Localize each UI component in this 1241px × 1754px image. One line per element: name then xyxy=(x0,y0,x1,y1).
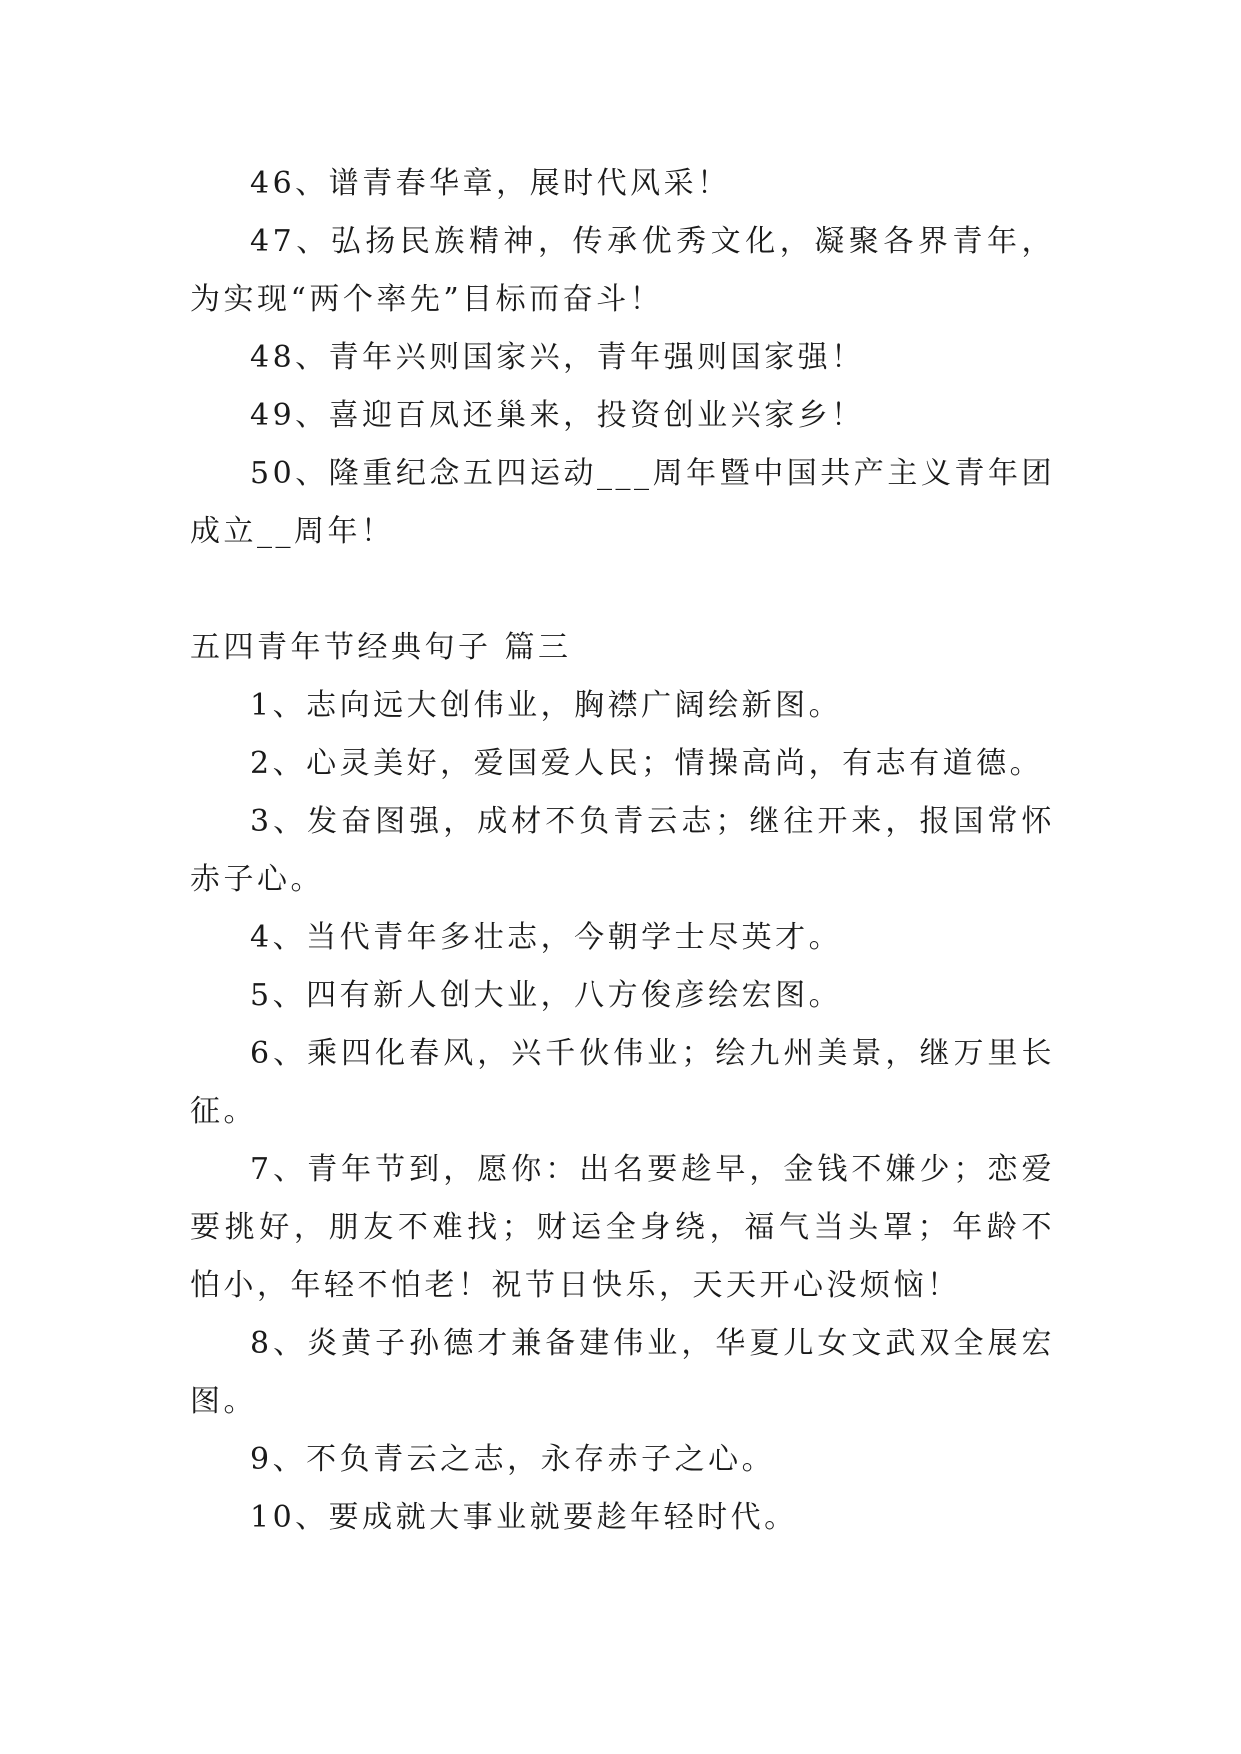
list-item: 2、心灵美好，爱国爱人民；情操高尚，有志有道德。 xyxy=(250,746,1044,781)
list-item: 3、发奋图强，成材不负青云志；继往开来，报国常怀赤子心。 xyxy=(190,804,1055,897)
section-heading: 五四青年节经典句子 篇三 xyxy=(190,630,572,665)
list-item: 1、志向远大创伟业，胸襟广阔绘新图。 xyxy=(250,688,843,723)
list-item: 9、不负青云之志，永存赤子之心。 xyxy=(250,1442,776,1477)
list-item: 5、四有新人创大业，八方俊彦绘宏图。 xyxy=(250,978,843,1013)
list-item: 48、青年兴则国家兴，青年强则国家强！ xyxy=(250,340,865,375)
list-item: 6、乘四化春风，兴千伙伟业；绘九州美景，继万里长征。 xyxy=(190,1036,1055,1129)
list-item: 49、喜迎百凤还巢来，投资创业兴家乡！ xyxy=(250,398,865,433)
list-item: 10、要成就大事业就要趁年轻时代。 xyxy=(250,1500,798,1535)
document-body xyxy=(190,155,1055,1547)
list-item: 7、青年节到，愿你：出名要趁早，金钱不嫌少；恋爱要挑好，朋友不难找；财运全身绕，福气当头罩；年龄不怕小，年轻不怕老！祝节日快乐，天天开心没烦恼！ xyxy=(190,1152,1055,1303)
list-item: 4、当代青年多壮志，今朝学士尽英才。 xyxy=(250,920,843,955)
list-item: 50、隆重纪念五四运动___周年暨中国共产主义青年团成立__周年！ xyxy=(190,456,1055,549)
list-item: 8、炎黄子孙德才兼备建伟业，华夏儿女文武双全展宏图。 xyxy=(190,1326,1055,1419)
list-item: 46、谱青春华章，展时代风采！ xyxy=(250,166,731,201)
list-item: 47、弘扬民族精神，传承优秀文化，凝聚各界青年，为实现“两个率先”目标而奋斗！ xyxy=(190,224,1055,317)
